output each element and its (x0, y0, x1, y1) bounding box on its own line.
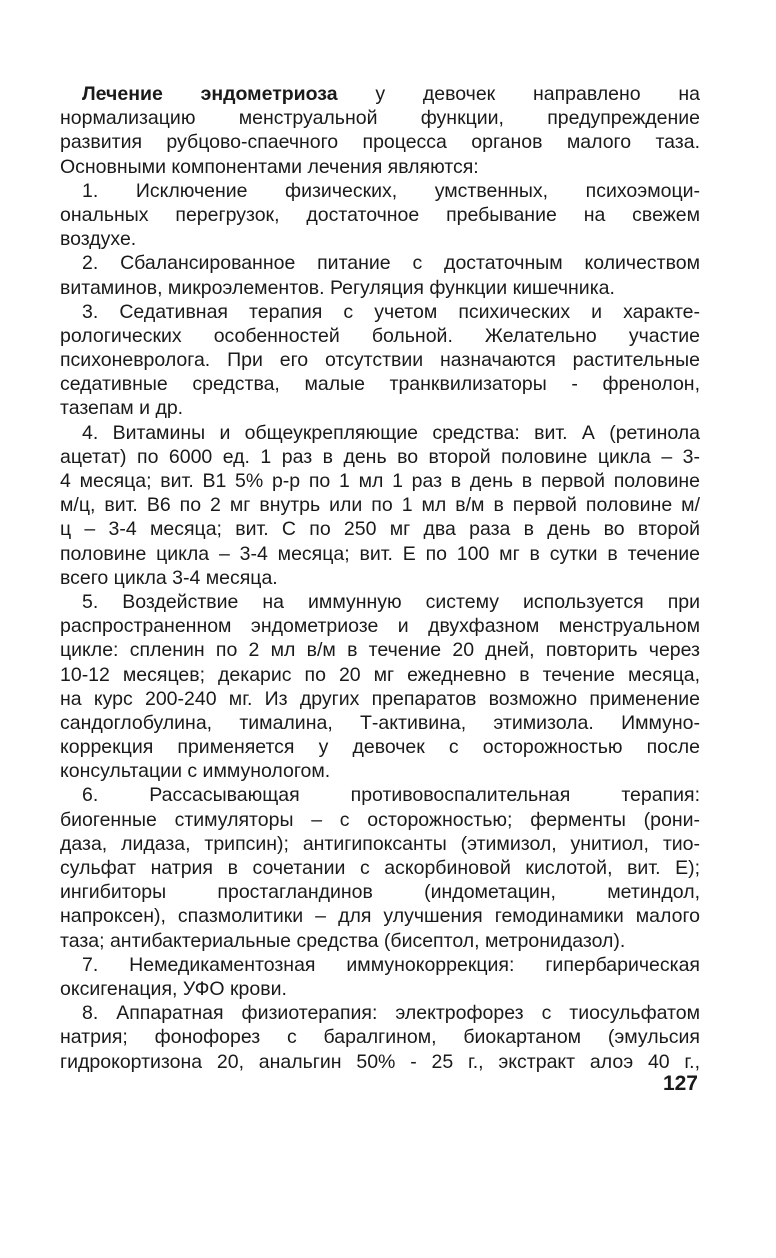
text-line: нормализацию менструальной функции, предупреждение (60, 107, 700, 130)
text-line (60, 82, 700, 106)
page-number: 127 (662, 1072, 698, 1095)
text-line: седативные средства, малые транквилизаторы - френолон, (60, 373, 700, 396)
text-line: 5. Воздействие на иммунную систему используется при (82, 590, 700, 613)
body-text (60, 82, 700, 1074)
text-line: витаминов, микроэлементов. Регуляция функции кишечника. (60, 276, 615, 299)
text-line: на курс 200-240 мг. Из других препаратов возможно применение (60, 687, 700, 710)
paragraph-item-6 (60, 783, 700, 952)
paragraph-item-5 (60, 590, 700, 784)
paragraph-item-7 (60, 953, 700, 1001)
text-line: ональных перегрузок, достаточное пребывание на свежем (60, 203, 700, 226)
text-line: 4 месяца; вит. В1 5% р-р по 1 мл 1 раз в день в первой половине (60, 470, 700, 492)
text-line: Основными компонентами лечения являются: (60, 155, 479, 178)
text-line: 2. Сбалансированное питание с достаточным количеством (82, 252, 700, 275)
text-run: у девочек направлено на (337, 83, 700, 105)
text-line: оксигенация, УФО крови. (60, 977, 287, 1000)
text-line: 4. Витамины и общеукрепляющие средства: вит. А (ретинола (82, 421, 700, 444)
paragraph-item-4 (60, 421, 700, 590)
paragraph-item-2 (60, 251, 700, 299)
text-line: сандоглобулина, тималина, Т-активина, этимизола. Иммуно- (60, 711, 700, 734)
text-line: цикле: спленин по 2 мл в/м в течение 20 дней, повторить через (60, 639, 700, 662)
text-line: сульфат натрия в сочетании с аскорбиновой кислотой, вит. Е); (60, 857, 700, 879)
text-line: 7. Немедикаментозная иммунокоррекция: гипербарическая (82, 953, 700, 976)
text-line: рологических особенностей больной. Желательно участие (60, 324, 700, 347)
text-line: всего цикла 3-4 месяца. (60, 566, 278, 589)
text-line: даза, лидаза, трипсин); антигипоксанты (этимизол, унитиол, тио- (60, 832, 700, 855)
text-line: 1. Исключение физических, умственных, психоэмоци- (82, 179, 700, 202)
text-line: биогенные стимуляторы – с осторожностью; ферменты (рони- (60, 808, 700, 831)
text-line: распространенном эндометриозе и двухфазном менструальном (60, 615, 700, 638)
text-line: м/ц, вит. В6 по 2 мг внутрь или по 1 мл в/м в первой половине м/ (60, 494, 700, 517)
paragraph-item-8 (60, 1001, 700, 1074)
paragraph-item-1 (60, 179, 700, 252)
text-line: 10-12 месяцев; декарис по 20 мг ежедневно в течение месяца, (60, 663, 700, 686)
paragraph-item-3 (60, 300, 700, 421)
text-line: коррекция применяется у девочек с осторожностью после (60, 736, 700, 759)
text-line: ацетат) по 6000 ед. 1 раз в день во второй половине цикла – 3- (60, 445, 700, 468)
text-line: тазепам и др. (60, 397, 184, 420)
text-line: ингибиторы простагландинов (индометацин, метиндол, (60, 881, 700, 904)
text-line: напроксен), спазмолитики – для улучшения гемодинамики малого (60, 905, 700, 928)
paragraph-intro (60, 82, 700, 179)
text-line: гидрокортизона 20, анальгин 50% - 25 г., экстракт алоэ 40 г., (60, 1050, 700, 1073)
bold-term: Лечение эндометриоза (82, 83, 338, 105)
text-line: психоневролога. При его отсутствии назначаются растительные (60, 349, 700, 372)
text-line: консультации с иммунологом. (60, 760, 331, 783)
text-line: таза; антибактериальные средства (бисептол, метронидазол). (60, 929, 626, 952)
text-line: 6. Рассасывающая противовоспалительная терапия: (82, 784, 700, 807)
text-line: ц – 3-4 месяца; вит. С по 250 мг два раза в день во второй (60, 518, 700, 541)
text-line: половине цикла – 3-4 месяца; вит. Е по 100 мг в сутки в течение (60, 542, 700, 565)
text-line: 3. Седативная терапия с учетом психических и характе- (82, 300, 700, 323)
text-line: 8. Аппаратная физиотерапия: электрофорез с тиосульфатом (82, 1002, 700, 1025)
text-line: развития рубцово-спаечного процесса органов малого таза. (60, 131, 700, 154)
text-line: воздухе. (60, 228, 137, 251)
text-line: натрия; фонофорез с баралгином, биокартаном (эмульсия (60, 1026, 700, 1049)
